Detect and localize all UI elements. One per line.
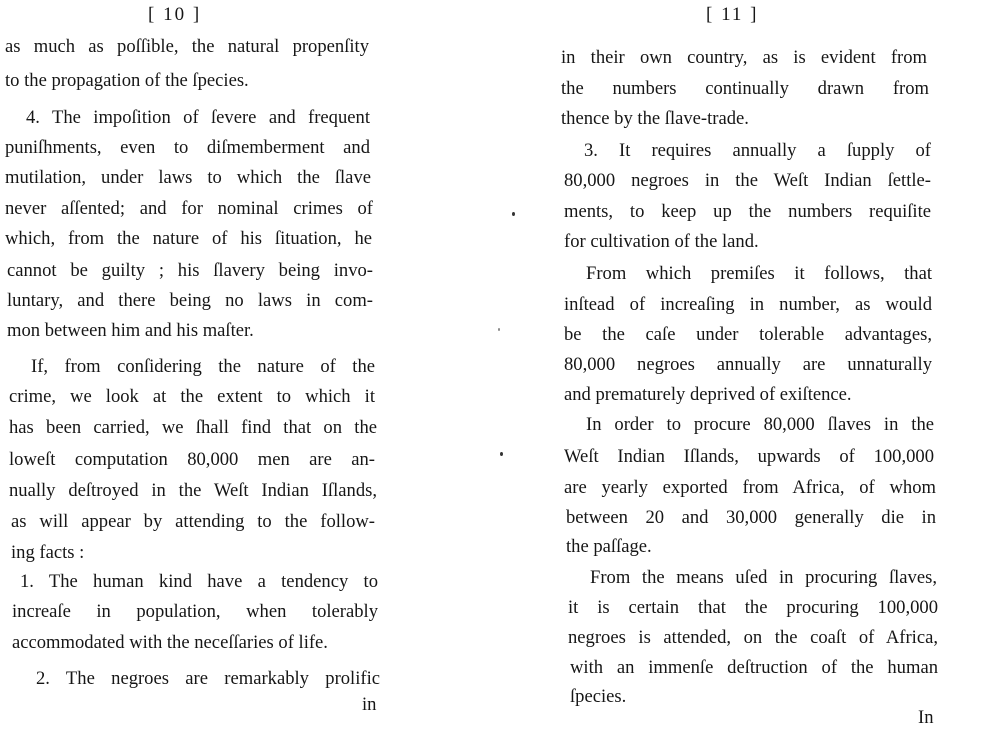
ink-speck [500, 452, 503, 456]
page-gutter [420, 0, 540, 732]
text-line: negroes is attended, on the coaſt of Africa, [568, 627, 938, 648]
text-line: luntary, and there being no laws in com- [7, 290, 373, 311]
text-line: 1. The human kind have a tendency to [20, 571, 378, 592]
text-line: the paſſage. [566, 536, 652, 557]
text-line: nually deſtroyed in the Weſt Indian Iſlands, [9, 480, 377, 501]
text-line: From the means uſed in procuring ſlaves, [590, 567, 937, 588]
text-line: ſpecies. [570, 686, 627, 707]
right-page [540, 0, 1000, 732]
text-line: it is certain that the procuring 100,000 [568, 597, 938, 618]
text-line: for cultivation of the land. [564, 231, 759, 252]
text-line: If, from conſidering the nature of the [31, 356, 375, 377]
text-line: 2. The negroes are remarkably prolific [36, 668, 380, 689]
ink-speck [498, 328, 500, 331]
text-line: to the propagation of the ſpecies. [5, 70, 249, 91]
text-line: never aſſented; and for nominal crimes of [5, 198, 373, 219]
text-line: be the caſe under tolerable advantages, [564, 324, 932, 345]
text-line: In order to procure 80,000 ſlaves in the [586, 414, 934, 435]
text-line: ing facts : [11, 542, 85, 563]
text-line: in their own country, as is evident from [561, 47, 927, 68]
text-line: 80,000 negroes in the Weſt Indian ſettle- [564, 170, 931, 191]
text-line: 4. The impoſition of ſevere and frequent [26, 107, 370, 128]
text-line: has been carried, we ſhall find that on the [9, 417, 377, 438]
text-line: with an immenſe deſtruction of the human [570, 657, 938, 678]
text-line: as much as poſſible, the natural propenſity [5, 36, 369, 57]
right-catchword: In [918, 707, 934, 728]
text-line: the numbers continually drawn from [561, 78, 929, 99]
text-line: increaſe in population, when tolerably [12, 601, 378, 622]
text-line: From which premiſes it follows, that [586, 263, 932, 284]
text-line: are yearly exported from Africa, of whom [564, 477, 936, 498]
text-line: between 20 and 30,000 generally die in [566, 507, 936, 528]
left-page [0, 0, 420, 732]
left-catchword: in [362, 694, 377, 715]
text-line: cannot be guilty ; his ſlavery being invo- [7, 260, 373, 281]
text-line: 3. It requires annually a ſupply of [584, 140, 931, 161]
text-line: 80,000 negroes annually are unnaturally [564, 354, 932, 375]
text-line: mon between him and his maſter. [7, 320, 254, 341]
text-line: crime, we look at the extent to which it [9, 386, 375, 407]
text-line: ments, to keep up the numbers requiſite [564, 201, 931, 222]
text-line: accommodated with the neceſſaries of life. [12, 632, 328, 653]
ink-speck [512, 212, 515, 216]
text-line: mutilation, under laws to which the ſlave [5, 167, 371, 188]
text-line: Weſt Indian Iſlands, upwards of 100,000 [564, 446, 934, 467]
right-page-number: [ 11 ] [706, 4, 759, 25]
text-line: thence by the ſlave-trade. [561, 108, 749, 129]
left-page-number: [ 10 ] [148, 4, 202, 25]
text-line: puniſhments, even to diſmemberment and [5, 137, 370, 158]
text-line: inſtead of increaſing in number, as would [564, 294, 932, 315]
text-line: as will appear by attending to the follow- [11, 511, 375, 532]
text-line: and prematurely deprived of exiſtence. [564, 384, 852, 405]
text-line: loweſt computation 80,000 men are an- [9, 449, 375, 470]
text-line: which, from the nature of his ſituation, he [5, 228, 372, 249]
